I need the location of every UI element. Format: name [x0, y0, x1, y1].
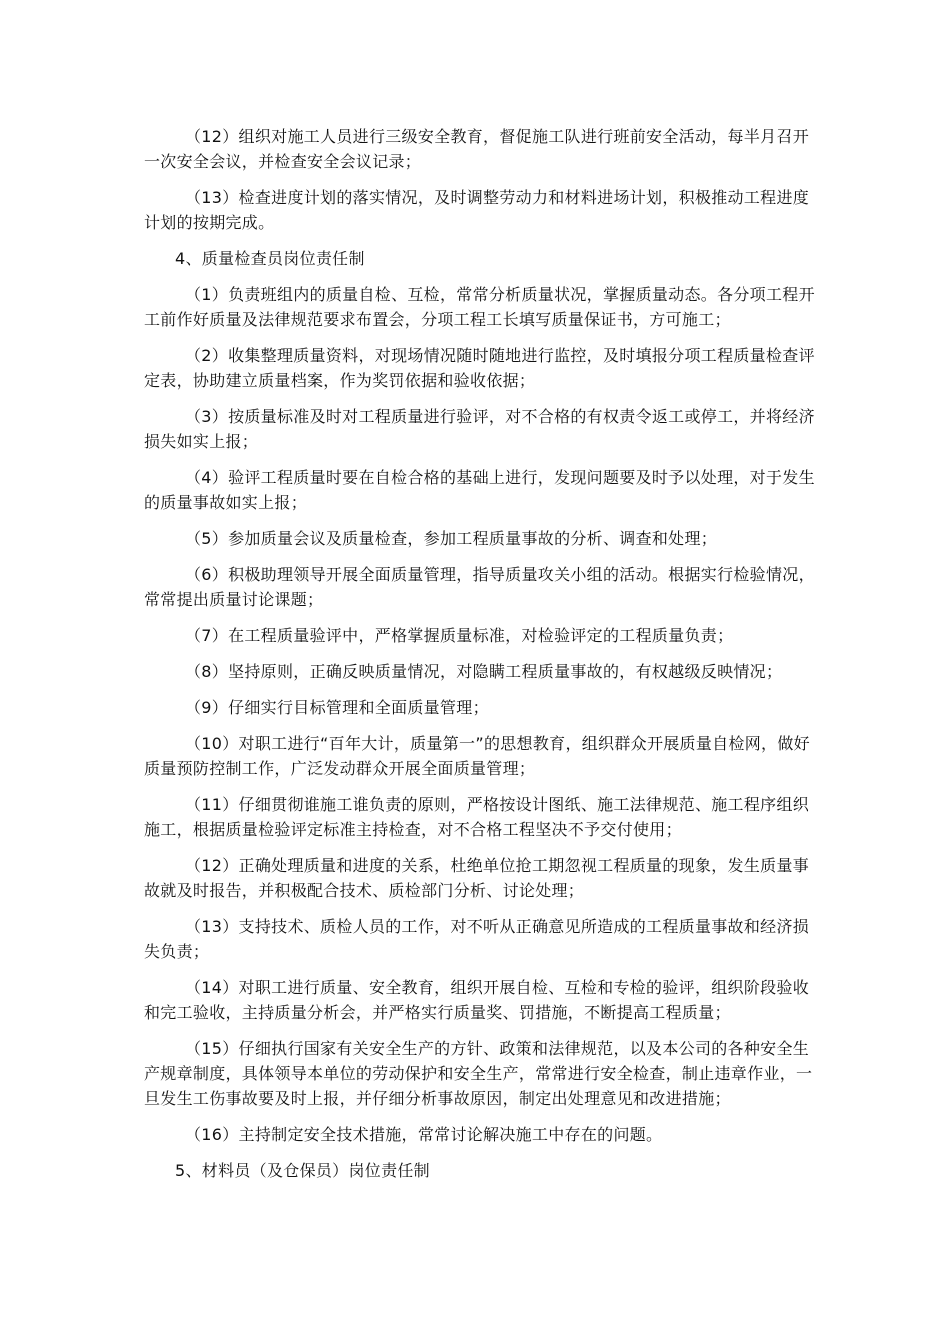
list-item: （9）仔细实行目标管理和全面质量管理； — [185, 698, 489, 717]
document-body — [144, 124, 820, 1194]
list-item: （13）支持技术、质检人员的工作，对不听从正确意见所造成的工程质量事故和经济损失负责； — [144, 917, 810, 961]
list-item: （7）在工程质量验评中，严格掌握质量标准，对检验评定的工程质量负责； — [185, 626, 734, 645]
section-heading: 4、质量检查员岗位责任制 — [175, 249, 365, 268]
list-item: （1）负责班组内的质量自检、互检，常常分析质量状况，掌握质量动态。各分项工程开工前作好质量及法律规范要求布置会，分项工程工长填写质量保证书，方可施工； — [144, 285, 815, 329]
list-item: （3）按质量标准及时对工程质量进行验评，对不合格的有权责令返工或停工，并将经济损失如实上报； — [144, 407, 815, 451]
list-item: （4）验评工程质量时要在自检合格的基础上进行，发现问题要及时予以处理，对于发生的质量事故如实上报； — [144, 468, 815, 512]
list-item: （8）坚持原则，正确反映质量情况，对隐瞒工程质量事故的，有权越级反映情况； — [185, 662, 783, 681]
list-item: （6）积极助理领导开展全面质量管理，指导质量攻关小组的活动。根据实行检验情况，常常提出质量讨论课题； — [144, 565, 815, 609]
list-item: （16）主持制定安全技术措施，常常讨论解决施工中存在的问题。 — [185, 1125, 663, 1144]
list-item: （12）组织对施工人员进行三级安全教育，督促施工队进行班前安全活动，每半月召开一次安全会议，并检查安全会议记录； — [144, 127, 810, 171]
list-item: （11）仔细贯彻谁施工谁负责的原则，严格按设计图纸、施工法律规范、施工程序组织施工，根据质量检验评定标准主持检查，对不合格工程坚决不予交付使用； — [144, 795, 810, 839]
section-heading: 5、材料员（及仓保员）岗位责任制 — [175, 1161, 430, 1180]
list-item: （10）对职工进行“百年大计，质量第一”的思想教育，组织群众开展质量自检网，做好质量预防控制工作，广泛发动群众开展全面质量管理； — [144, 734, 810, 778]
list-item: （2）收集整理质量资料，对现场情况随时随地进行监控，及时填报分项工程质量检查评定表，协助建立质量档案，作为奖罚依据和验收依据； — [144, 346, 815, 390]
list-item: （14）对职工进行质量、安全教育，组织开展自检、互检和专检的验评，组织阶段验收和完工验收，主持质量分析会，并严格实行质量奖、罚措施，不断提高工程质量； — [144, 978, 810, 1022]
list-item: （12）正确处理质量和进度的关系，杜绝单位抢工期忽视工程质量的现象，发生质量事故就及时报告，并积极配合技术、质检部门分析、讨论处理； — [144, 856, 810, 900]
list-item: （13）检查进度计划的落实情况，及时调整劳动力和材料进场计划，积极推动工程进度计划的按期完成。 — [144, 188, 810, 232]
list-item: （5）参加质量会议及质量检查，参加工程质量事故的分析、调查和处理； — [185, 529, 718, 548]
list-item: （15）仔细执行国家有关安全生产的方针、政策和法律规范，以及本公司的各种安全生产规章制度，具体领导本单位的劳动保护和安全生产，常常进行安全检查，制止违章作业，一旦发生工伤事故要及时上报，并仔细分析事故原因，制定出处理意见和改进措施； — [144, 1039, 813, 1108]
